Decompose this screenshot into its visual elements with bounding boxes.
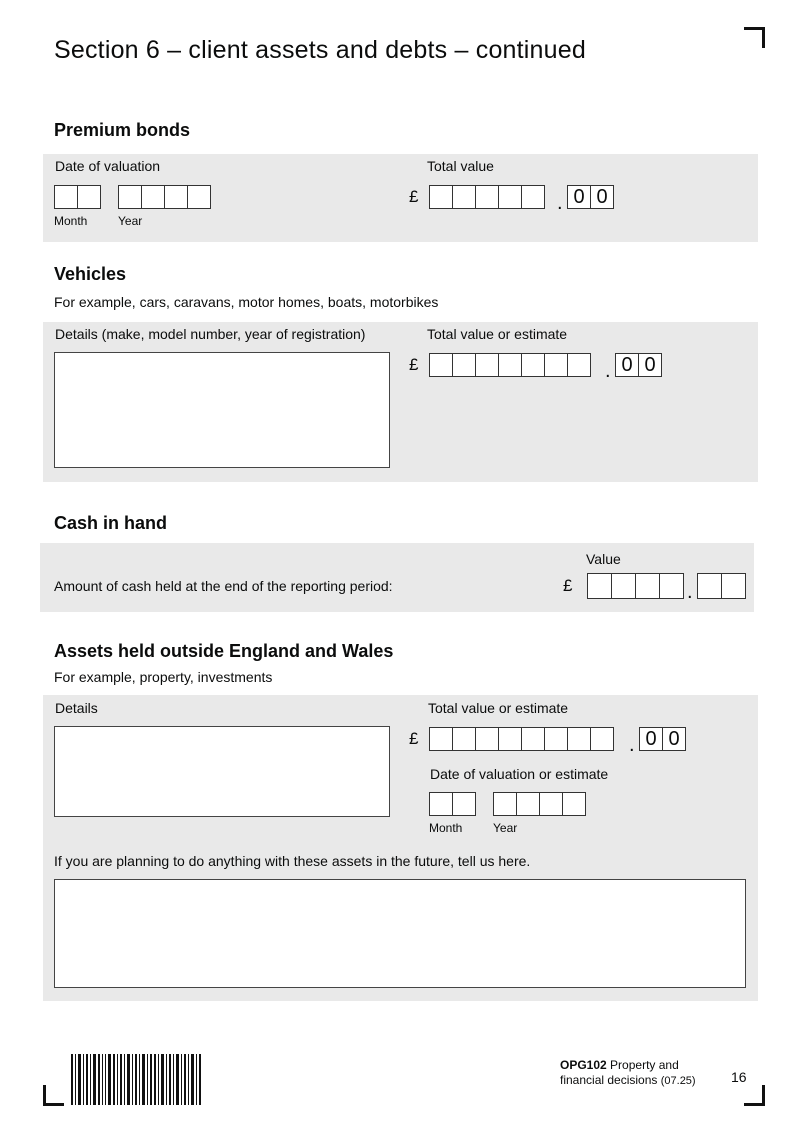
digit-box[interactable] (521, 727, 545, 751)
vehicles-pounds-input[interactable] (429, 353, 591, 377)
outside-month-input[interactable] (429, 792, 476, 816)
outside-heading: Assets held outside England and Wales (54, 641, 394, 661)
digit-box[interactable] (521, 353, 545, 377)
decimal-point: . (557, 192, 563, 214)
pound-sign: £ (409, 187, 419, 206)
premium-bonds-year-input[interactable] (118, 185, 211, 209)
page-number: 16 (731, 1069, 747, 1085)
premium-bonds-pence-input[interactable] (567, 185, 614, 209)
outside-future-textarea[interactable] (54, 879, 746, 988)
digit-box[interactable] (516, 792, 540, 816)
form-name-line-1: Property and (610, 1058, 679, 1072)
outside-year-input[interactable] (493, 792, 586, 816)
page-title: Section 6 – client assets and debts – continued (54, 36, 586, 64)
vehicles-pence-input[interactable] (615, 353, 662, 377)
digit-box[interactable] (493, 792, 517, 816)
outside-pence-input[interactable] (639, 727, 686, 751)
digit-box[interactable] (498, 185, 522, 209)
month-label: Month (429, 821, 463, 835)
digit-box[interactable] (452, 185, 476, 209)
pound-sign: £ (563, 576, 573, 595)
corner-mark-bottom-right (744, 1085, 765, 1106)
decimal-point: . (605, 360, 611, 382)
decimal-point: . (629, 734, 635, 756)
month-label: Month (54, 214, 88, 228)
digit-box[interactable] (721, 573, 746, 599)
digit-box[interactable] (475, 185, 499, 209)
barcode-icon (71, 1054, 201, 1105)
digit-box[interactable] (587, 573, 612, 599)
corner-mark-bottom-left (43, 1085, 64, 1106)
cash-value-label: Value (586, 551, 621, 567)
digit-box[interactable] (452, 727, 476, 751)
digit-box[interactable] (118, 185, 142, 209)
digit-box[interactable] (498, 353, 522, 377)
digit-box[interactable] (452, 353, 476, 377)
digit-box[interactable] (544, 353, 568, 377)
outside-total-label: Total value or estimate (428, 700, 569, 716)
digit-box[interactable] (54, 185, 78, 209)
form-name-line-2: financial decisions (560, 1073, 658, 1087)
digit-box[interactable] (567, 353, 591, 377)
digit-box[interactable] (429, 353, 453, 377)
vehicles-details-textarea[interactable] (54, 352, 390, 468)
form-version: (07.25) (660, 1075, 696, 1087)
premium-bonds-total-label: Total value (427, 158, 494, 174)
corner-mark-top-right (744, 27, 765, 48)
digit-box[interactable] (429, 727, 453, 751)
digit-box[interactable] (77, 185, 101, 209)
outside-details-textarea[interactable] (54, 726, 390, 817)
outside-date-label: Date of valuation or estimate (430, 766, 609, 782)
vehicles-details-label: Details (make, model number, year of registration) (55, 326, 366, 342)
digit-box[interactable] (611, 573, 636, 599)
digit-box[interactable] (635, 573, 660, 599)
digit-box[interactable] (697, 573, 722, 599)
digit-box[interactable] (539, 792, 563, 816)
digit-box[interactable] (452, 792, 476, 816)
year-label: Year (118, 214, 143, 228)
pence-digit[interactable]: 0 (567, 185, 591, 209)
form-code: OPG102 (560, 1058, 607, 1072)
pound-sign: £ (409, 729, 419, 748)
pence-digit[interactable]: 0 (638, 353, 662, 377)
digit-box[interactable] (429, 792, 453, 816)
pence-digit[interactable]: 0 (662, 727, 686, 751)
digit-box[interactable] (544, 727, 568, 751)
digit-box[interactable] (475, 353, 499, 377)
pence-digit[interactable]: 0 (590, 185, 614, 209)
decimal-point: . (687, 581, 693, 603)
pence-digit[interactable]: 0 (615, 353, 639, 377)
cash-question: Amount of cash held at the end of the reporting period: (54, 578, 393, 594)
cash-pounds-input[interactable] (587, 573, 684, 599)
digit-box[interactable] (498, 727, 522, 751)
digit-box[interactable] (521, 185, 545, 209)
vehicles-total-label: Total value or estimate (427, 326, 568, 342)
pound-sign: £ (409, 355, 419, 374)
outside-pounds-input[interactable] (429, 727, 614, 751)
digit-box[interactable] (429, 185, 453, 209)
premium-bonds-heading: Premium bonds (54, 120, 191, 140)
digit-box[interactable] (141, 185, 165, 209)
cash-heading: Cash in hand (54, 513, 168, 533)
year-label: Year (493, 821, 518, 835)
outside-future-label: If you are planning to do anything with these assets in the future, tell us here. (54, 853, 531, 869)
cash-pence-input[interactable] (697, 573, 746, 599)
digit-box[interactable] (187, 185, 211, 209)
digit-box[interactable] (475, 727, 499, 751)
vehicles-subtext: For example, cars, caravans, motor homes, boats, motorbikes (54, 294, 439, 310)
digit-box[interactable] (590, 727, 614, 751)
form-identifier (560, 1058, 696, 1089)
digit-box[interactable] (567, 727, 591, 751)
vehicles-heading: Vehicles (54, 264, 127, 284)
outside-subtext: For example, property, investments (54, 669, 273, 685)
digit-box[interactable] (562, 792, 586, 816)
pence-digit[interactable]: 0 (639, 727, 663, 751)
premium-bonds-date-label: Date of valuation (55, 158, 161, 174)
premium-bonds-pounds-input[interactable] (429, 185, 545, 209)
digit-box[interactable] (164, 185, 188, 209)
premium-bonds-month-input[interactable] (54, 185, 101, 209)
outside-details-label: Details (55, 700, 98, 716)
digit-box[interactable] (659, 573, 684, 599)
